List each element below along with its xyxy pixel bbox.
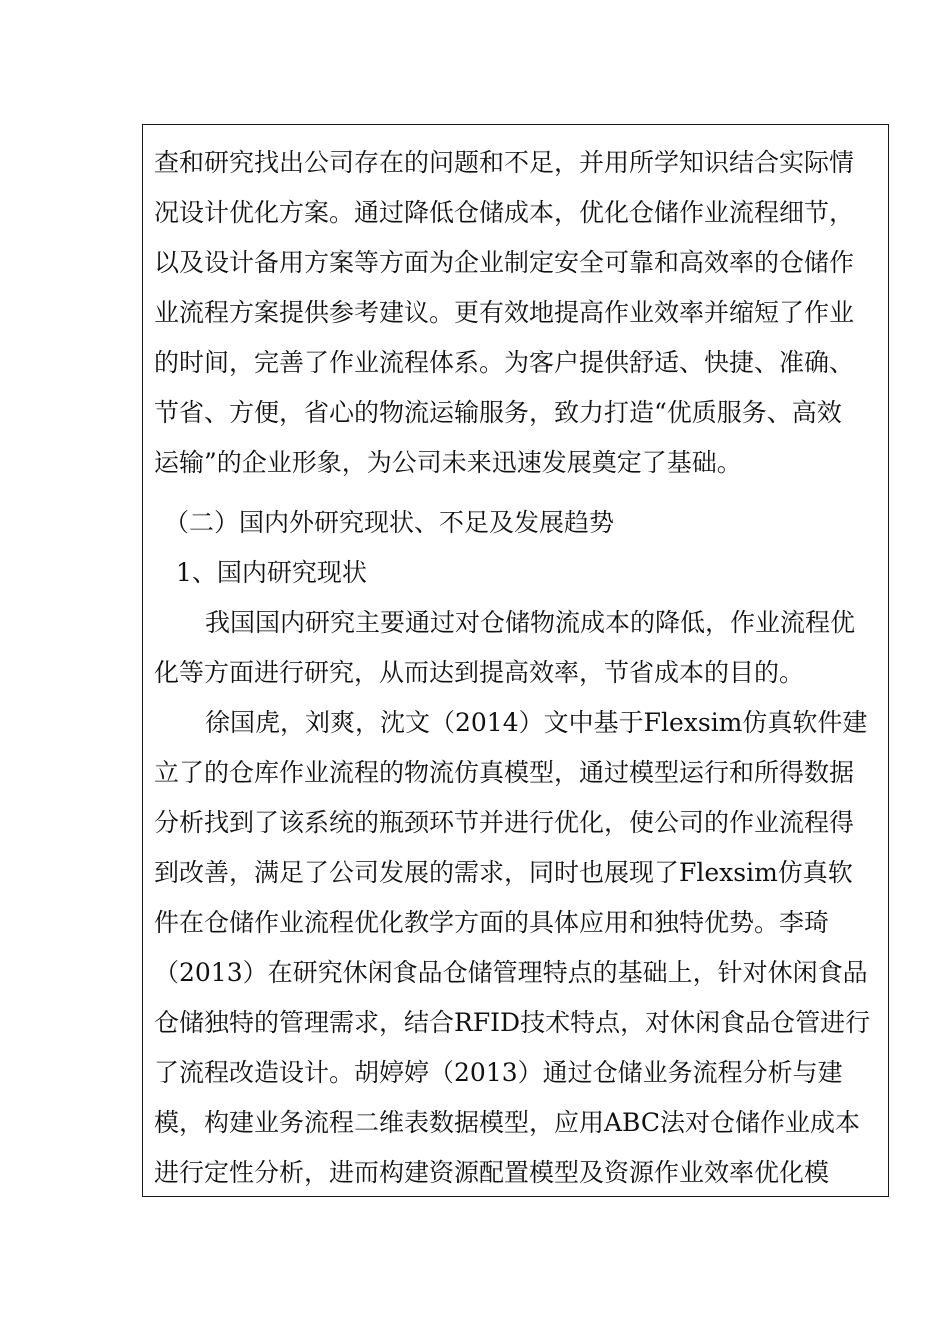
paragraph-line: 立了的仓库作业流程的物流仿真模型，通过模型运行和所得数据: [154, 758, 855, 787]
subsection-heading: 1、国内研究现状: [176, 558, 367, 587]
paragraph-line: 进行定性分析，进而构建资源配置模型及资源作业效率优化模: [154, 1158, 830, 1187]
paragraph-line: 我国国内研究主要通过对仓储物流成本的降低，作业流程优: [205, 608, 856, 637]
continuation-line: 的时间，完善了作业流程体系。为客户提供舒适、快捷、准确、: [154, 348, 855, 377]
continuation-line: 节省、方便，省心的物流运输服务，致力打造“优质服务、高效: [154, 398, 842, 427]
paragraph-line: 件在仓储作业流程优化教学方面的具体应用和独特优势。李琦: [154, 908, 830, 937]
paragraph-line: （2013）在研究休闲食品仓储管理特点的基础上，针对休闲食品: [154, 958, 868, 987]
section-heading: （二）国内外研究现状、不足及发展趋势: [164, 508, 615, 537]
paragraph-line: 分析找到了该系统的瓶颈环节并进行优化，使公司的作业流程得: [154, 808, 855, 837]
continuation-line: 运输”的企业形象，为公司未来迅速发展奠定了基础。: [154, 448, 742, 477]
continuation-line: 业流程方案提供参考建议。更有效地提高作业效率并缩短了作业: [154, 298, 855, 327]
paragraph-line: 了流程改造设计。胡婷婷（2013）通过仓储业务流程分析与建: [154, 1058, 843, 1087]
paragraph-line: 模，构建业务流程二维表数据模型，应用ABC法对仓储作业成本: [154, 1108, 861, 1137]
paragraph-line: 化等方面进行研究，从而达到提高效率，节省成本的目的。: [154, 658, 805, 687]
paragraph-line: 到改善，满足了公司发展的需求，同时也展现了Flexsim仿真软: [154, 858, 853, 887]
continuation-line: 以及设计备用方案等方面为企业制定安全可靠和高效率的仓储作: [154, 248, 855, 277]
paragraph-line: 仓储独特的管理需求，结合RFID技术特点，对休闲食品仓管进行: [154, 1008, 871, 1037]
paragraph-line: 徐国虎，刘爽，沈文（2014）文中基于Flexsim仿真软件建: [205, 708, 868, 737]
continuation-line: 况设计优化方案。通过降低仓储成本，优化仓储作业流程细节，: [154, 198, 855, 227]
continuation-line: 查和研究找出公司存在的问题和不足，并用所学知识结合实际情: [154, 148, 855, 177]
